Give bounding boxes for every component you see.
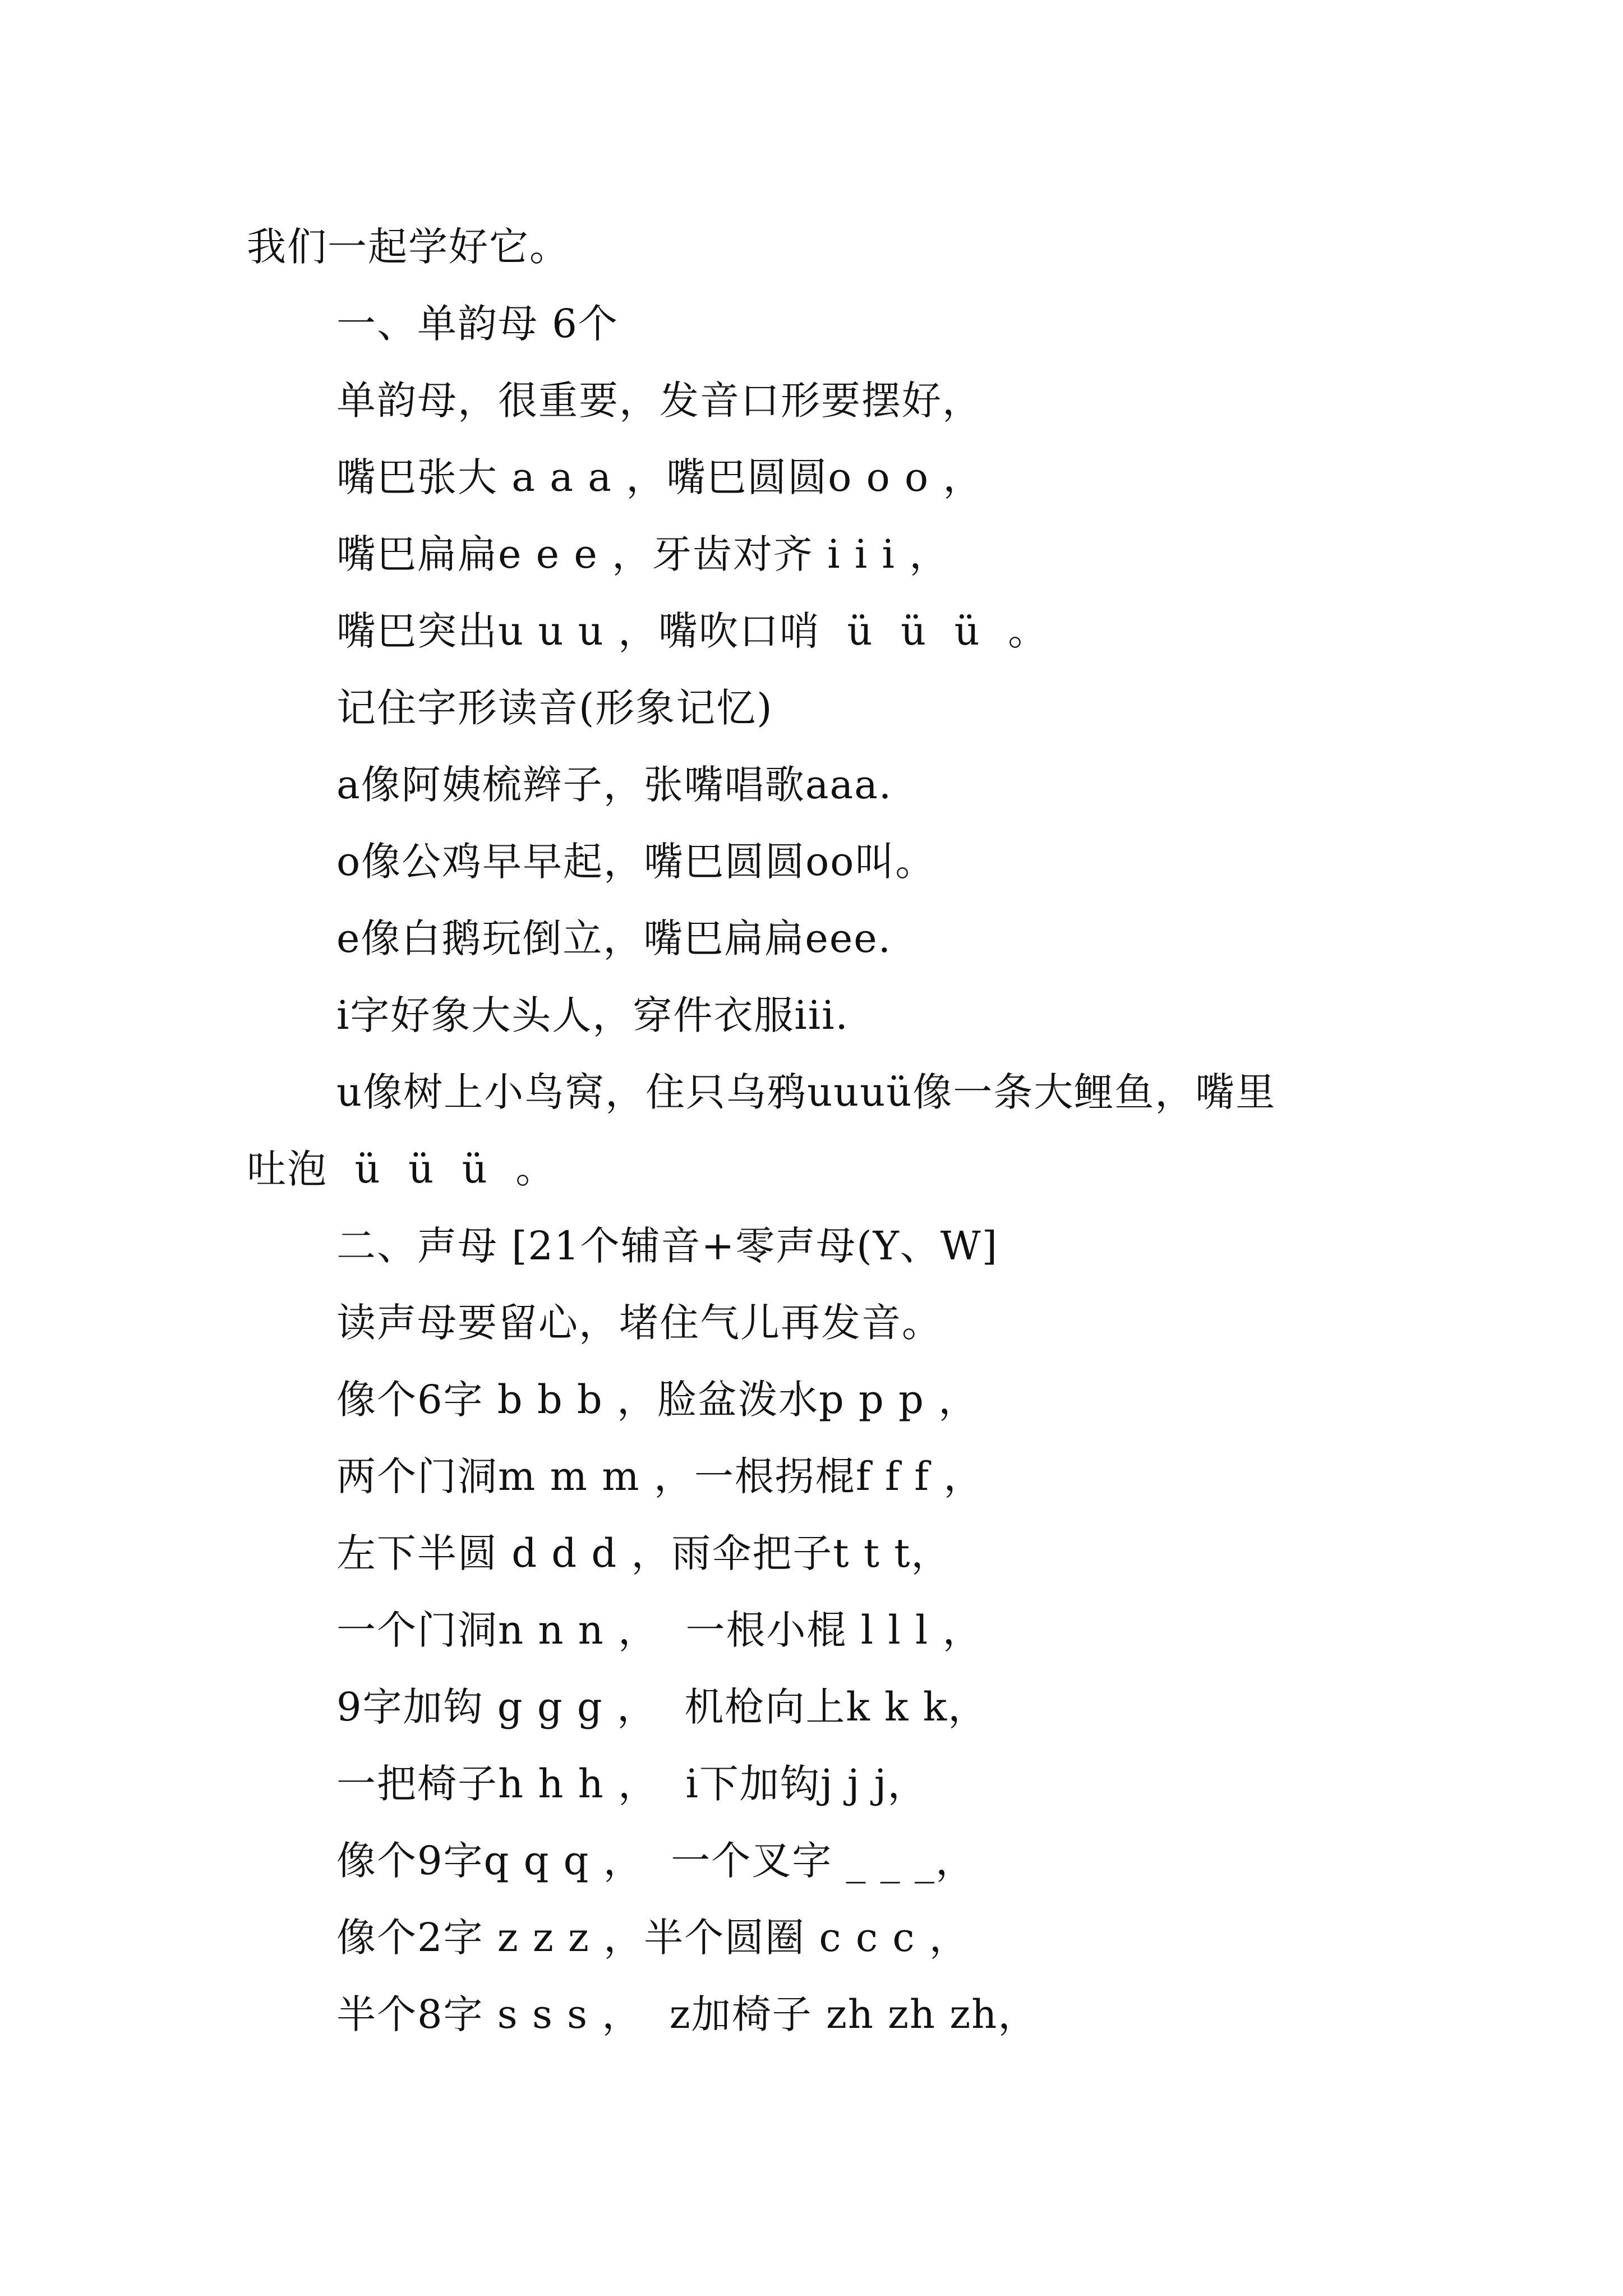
text-line: 像个2字 z z z ，半个圆圈 c c c ，: [336, 1915, 970, 1961]
section-heading-single-finals: 一、单韵母 6个: [336, 301, 619, 347]
text-line-continuation: 吐泡 ü ü ü 。: [247, 1146, 556, 1192]
text-line: o像公鸡早早起，嘴巴圆圆oo叫。: [336, 839, 936, 885]
text-line: 像个6字 b b b ，脸盆泼水p p p ，: [336, 1377, 979, 1423]
text-line: u像树上小鸟窝，住只乌鸦uuuü像一条大鲤鱼，嘴里: [336, 1069, 1276, 1115]
text-line: 读声母要留心，堵住气儿再发音。: [336, 1300, 942, 1346]
text-line: 半个8字 s s s ， z加椅子 zh zh zh，: [336, 1991, 1039, 2037]
text-line: 嘴巴突出u u u ，嘴吹口哨 ü ü ü 。: [336, 608, 1049, 654]
document-body: [247, 209, 1391, 2053]
text-line: 像个9字q q q ， 一个叉字 _ _ _，: [336, 1838, 976, 1884]
section-heading-initials: 二、声母 [21个辅音+零声母(Y、W]: [336, 1223, 999, 1269]
text-line: 嘴巴张大 a a a ，嘴巴圆圆o o o ，: [336, 454, 984, 500]
text-line: a像阿姨梳辫子，张嘴唱歌aaa.: [336, 762, 893, 808]
text-line: 两个门洞m m m ，一根拐棍f f f ，: [336, 1453, 984, 1499]
text-line: 嘴巴扁扁e e e ，牙齿对齐 i i i ，: [336, 531, 950, 577]
subheading-memory: 记住字形读音(形象记忆): [336, 685, 773, 731]
text-line: i字好象大头人，穿件衣服iii.: [336, 992, 849, 1038]
text-line: 一个门洞n n n ， 一根小棍 l l l ，: [336, 1607, 983, 1653]
text-line-intro: 我们一起学好它。: [247, 224, 570, 270]
text-line: 一把椅子h h h ， i下加钩j j j，: [336, 1761, 928, 1807]
text-line: e像白鹅玩倒立，嘴巴扁扁eee.: [336, 915, 892, 961]
text-line: 左下半圆 d d d ，雨伞把子t t t，: [336, 1530, 952, 1576]
text-line: 9字加钩 g g g ， 机枪向上k k k，: [336, 1684, 989, 1730]
text-line: 单韵母，很重要，发音口形要摆好，: [336, 378, 983, 424]
